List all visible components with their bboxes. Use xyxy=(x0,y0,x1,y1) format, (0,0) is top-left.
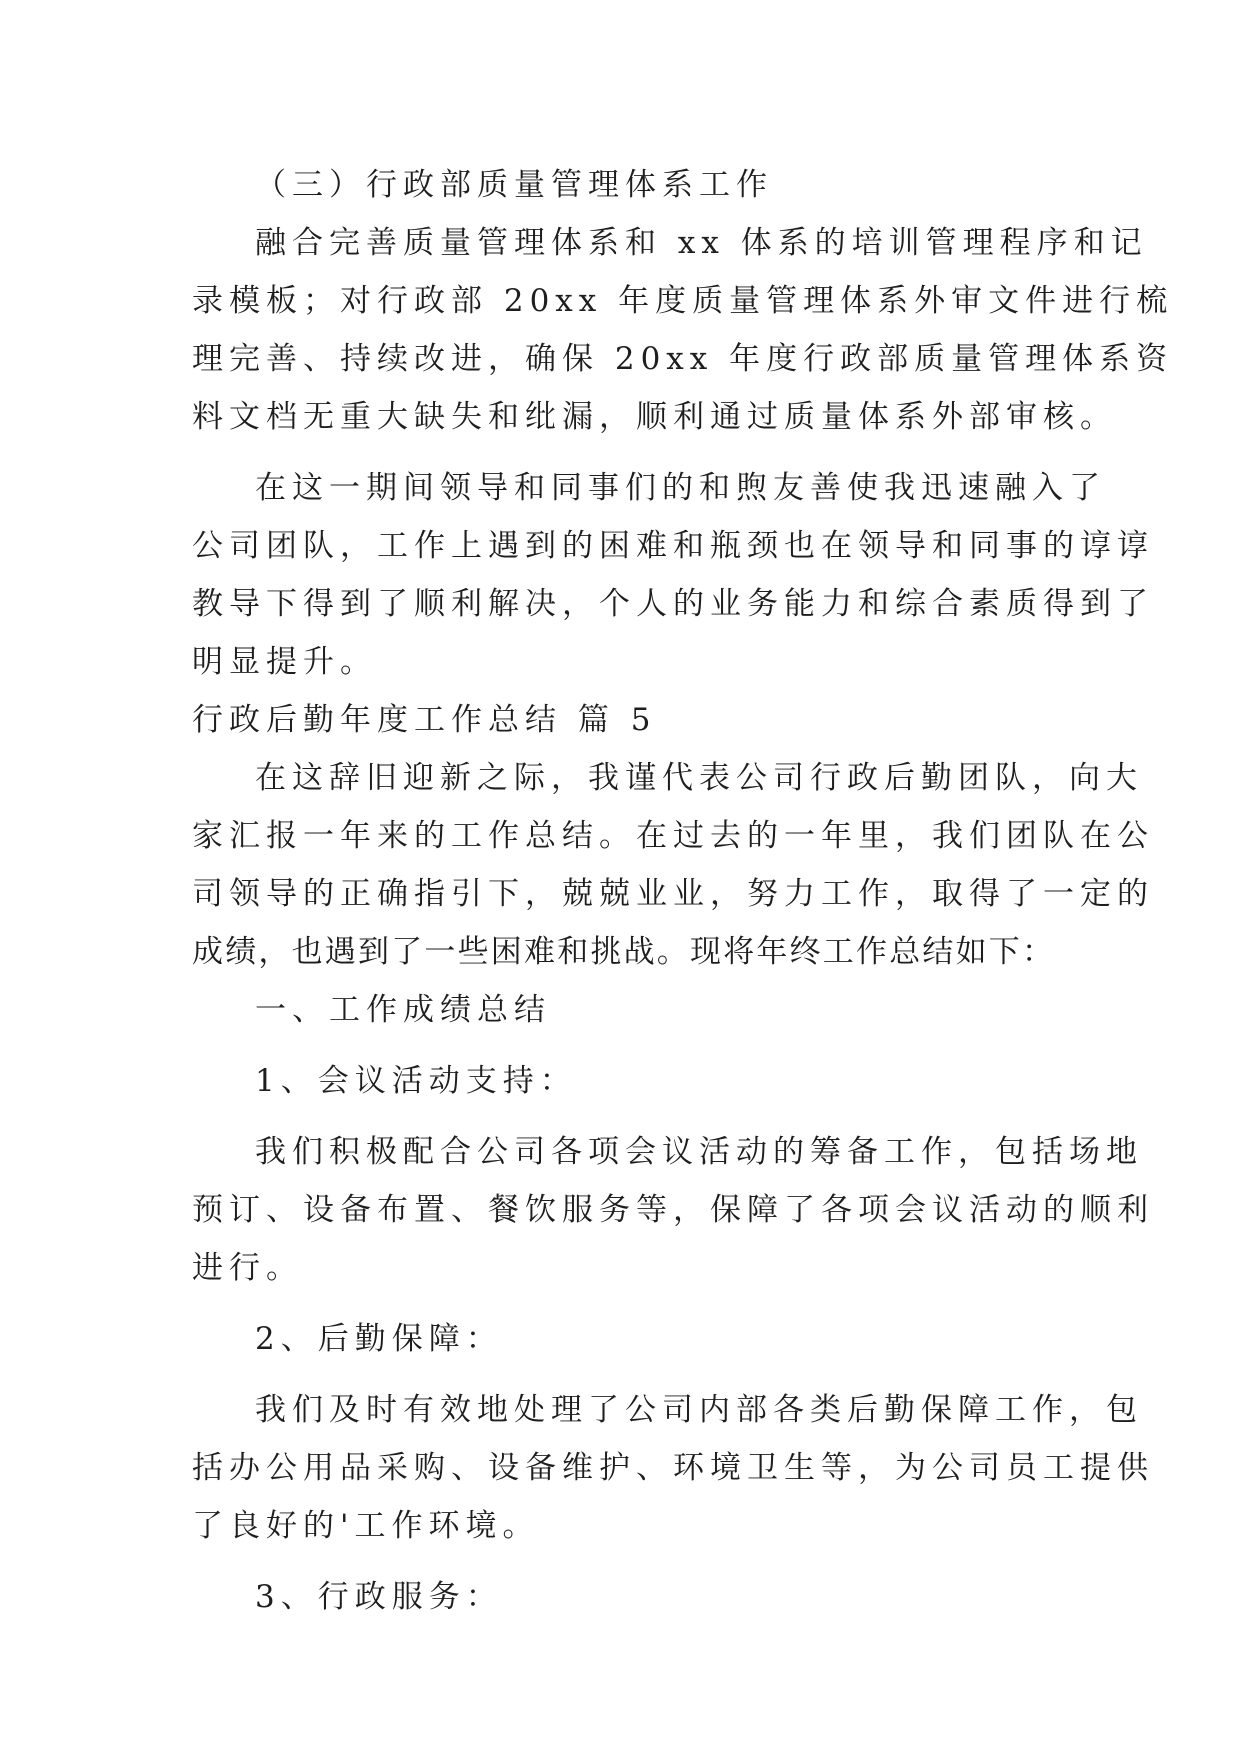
paragraph-line: 明显提升。 xyxy=(192,644,377,680)
article-title: 行政后勤年度工作总结 篇 5 xyxy=(192,702,657,738)
document-body xyxy=(192,156,1174,1626)
paragraph-line: 括办公用品采购、设备维护、环境卫生等，为公司员工提供 xyxy=(192,1450,1154,1486)
paragraph-line: 预订、设备布置、餐饮服务等，保障了各项会议活动的顺利 xyxy=(192,1192,1154,1228)
paragraph-line: 公司团队，工作上遇到的困难和瓶颈也在领导和同事的谆谆 xyxy=(192,528,1154,564)
paragraph-line: 家汇报一年来的工作总结。在过去的一年里，我们团队在公 xyxy=(192,818,1154,854)
paragraph-line: 融合完善质量管理体系和 xx 体系的培训管理程序和记 xyxy=(255,225,1148,261)
paragraph-line: 进行。 xyxy=(192,1250,303,1286)
paragraph-line: 料文档无重大缺失和纰漏，顺利通过质量体系外部审核。 xyxy=(192,399,1117,435)
paragraph-line: 我们积极配合公司各项会议活动的筹备工作，包括场地 xyxy=(255,1134,1143,1170)
part-heading: 一、工作成绩总结 xyxy=(255,992,551,1028)
paragraph-line: 录模板；对行政部 20xx 年度质量管理体系外审文件进行梳 xyxy=(192,283,1174,319)
paragraph-line: 教导下得到了顺利解决，个人的业务能力和综合素质得到了 xyxy=(192,586,1154,622)
paragraph-line: 在这一期间领导和同事们的和煦友善使我迅速融入了 xyxy=(255,470,1106,506)
paragraph-line: 司领导的正确指引下，兢兢业业，努力工作，取得了一定的 xyxy=(192,876,1154,912)
paragraph-line: 理完善、持续改进，确保 20xx 年度行政部质量管理体系资 xyxy=(192,341,1174,377)
paragraph-line: 成绩，也遇到了一些困难和挑战。现将年终工作总结如下： xyxy=(192,934,1056,970)
paragraph-line: 我们及时有效地处理了公司内部各类后勤保障工作，包 xyxy=(255,1392,1143,1428)
section-heading: （三）行政部质量管理体系工作 xyxy=(255,167,773,203)
item-heading: 1、会议活动支持： xyxy=(255,1063,577,1099)
paragraph-line: 在这辞旧迎新之际，我谨代表公司行政后勤团队，向大 xyxy=(255,760,1143,796)
paragraph-line: 了良好的'工作环境。 xyxy=(192,1508,540,1544)
item-heading: 2、后勤保障： xyxy=(255,1321,503,1357)
item-heading: 3、行政服务： xyxy=(255,1579,503,1615)
